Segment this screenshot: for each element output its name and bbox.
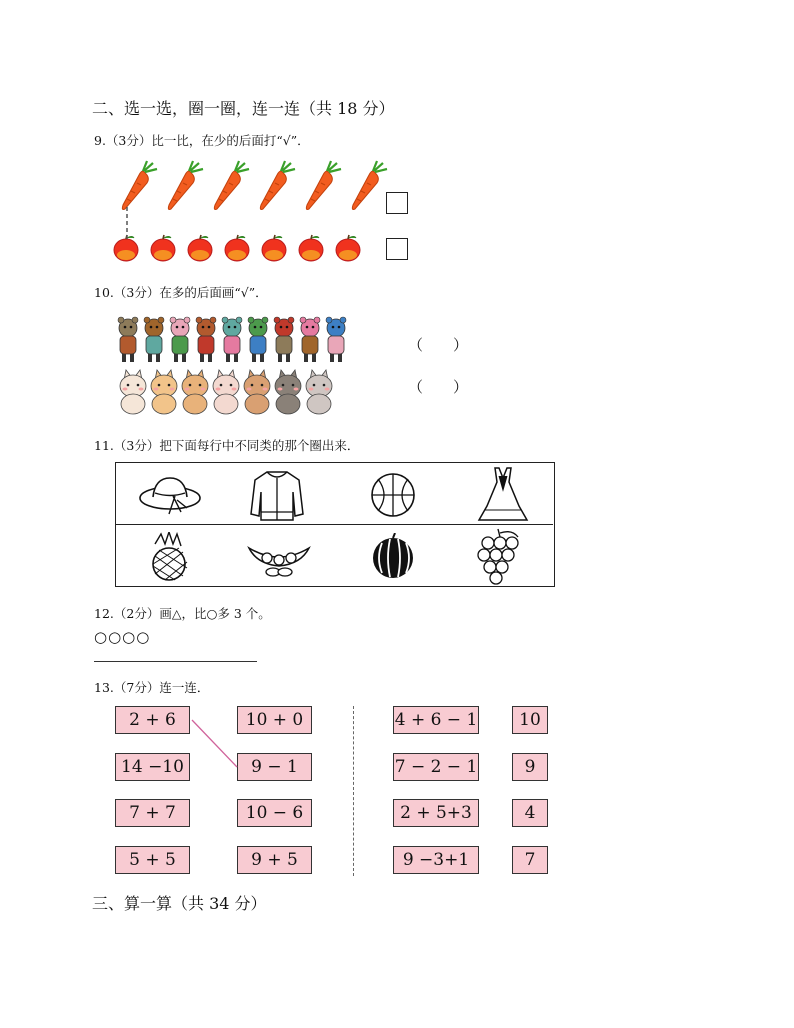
cartoon-cat-icon — [120, 370, 146, 414]
cartoon-animal-icon — [170, 317, 190, 362]
q13-col4-box-4[interactable]: 7 — [512, 846, 548, 874]
cartoon-animal-icon — [118, 317, 138, 362]
q10-answer-paren-top[interactable]: （ ） — [408, 336, 469, 354]
question-12-text: 12.（2分）画△，比○多 3 个。 — [94, 606, 271, 621]
cartoon-animal-icon — [196, 317, 216, 362]
grapes-icon[interactable] — [474, 527, 524, 585]
q13-col3-box-1[interactable]: 4 + 6 − 1 — [393, 706, 479, 734]
cartoon-animal-icon — [248, 317, 268, 362]
q13-col2-box-2[interactable]: 9 − 1 — [237, 753, 312, 781]
q9-carrot-checkbox[interactable] — [386, 192, 408, 214]
table-divider — [116, 524, 553, 525]
q13-col1-box-2[interactable]: 14 −10 — [115, 753, 190, 781]
cartoon-cat-icon — [306, 370, 332, 414]
section-2-title: 二、选一选，圈一圈，连一连（共 18 分） — [92, 99, 395, 118]
q13-col4-box-1[interactable]: 10 — [512, 706, 548, 734]
apple-icon — [225, 235, 249, 261]
dress-icon[interactable] — [475, 466, 531, 524]
q13-col4-box-2[interactable]: 9 — [512, 753, 548, 781]
question-9-text: 9.（3分）比一比，在少的后面打“√”． — [94, 133, 310, 148]
q9-fruit-picture — [105, 155, 395, 270]
hat-icon[interactable] — [135, 470, 205, 520]
cartoon-animal-icon — [144, 317, 164, 362]
q13-col1-box-1[interactable]: 2 + 6 — [115, 706, 190, 734]
carrot-icon — [306, 161, 341, 210]
cartoon-animal-icon — [274, 317, 294, 362]
q10-animals-picture — [112, 312, 357, 422]
apple-icon — [114, 235, 138, 261]
q13-col1-box-3[interactable]: 7 + 7 — [115, 799, 190, 827]
basketball-icon[interactable] — [368, 471, 418, 519]
cartoon-cat-icon — [213, 370, 239, 414]
carrot-icon — [168, 161, 203, 210]
q13-col2-box-4[interactable]: 9 + 5 — [237, 846, 312, 874]
q13-col2-box-1[interactable]: 10 + 0 — [237, 706, 312, 734]
section-3-title: 三、算一算（共 34 分） — [92, 894, 267, 913]
apple-icon — [151, 235, 175, 261]
cartoon-cat-icon — [151, 370, 177, 414]
cartoon-animal-icon — [222, 317, 242, 362]
q12-answer-line[interactable] — [94, 661, 257, 662]
q9-apple-checkbox[interactable] — [386, 238, 408, 260]
apple-icon — [299, 235, 323, 261]
peapod-icon[interactable] — [245, 538, 313, 578]
q13-col3-box-4[interactable]: 9 −3+1 — [393, 846, 479, 874]
q13-col2-box-3[interactable]: 10 − 6 — [237, 799, 312, 827]
q10-answer-paren-bottom[interactable]: （ ） — [408, 378, 469, 396]
question-11-text: 11.（3分）把下面每行中不同类的那个圈出来． — [94, 438, 360, 453]
cartoon-animal-icon — [326, 317, 346, 362]
q13-col3-box-3[interactable]: 2 + 5+3 — [393, 799, 479, 827]
apple-icon — [336, 235, 360, 261]
carrot-icon — [214, 161, 249, 210]
pineapple-icon[interactable] — [145, 532, 193, 582]
cartoon-animal-icon — [300, 317, 320, 362]
carrot-icon — [122, 161, 157, 210]
q12-circles: ○○○○ — [94, 628, 151, 646]
q13-col1-box-4[interactable]: 5 + 5 — [115, 846, 190, 874]
watermelon-icon[interactable] — [370, 533, 416, 581]
carrot-icon — [260, 161, 295, 210]
q13-dashed-divider — [353, 706, 354, 876]
q13-col3-box-2[interactable]: 7 − 2 − 1 — [393, 753, 479, 781]
q13-example-connector — [180, 700, 260, 780]
q13-col4-box-3[interactable]: 4 — [512, 799, 548, 827]
apple-icon — [262, 235, 286, 261]
jacket-icon[interactable] — [247, 468, 307, 524]
apple-icon — [188, 235, 212, 261]
question-10-text: 10.（3分）在多的后面画“√”． — [94, 285, 268, 300]
carrot-icon — [352, 161, 387, 210]
cartoon-cat-icon — [244, 370, 270, 414]
question-13-text: 13.（7分）连一连． — [94, 680, 210, 695]
cartoon-cat-icon — [182, 370, 208, 414]
cartoon-cat-icon — [275, 370, 301, 414]
